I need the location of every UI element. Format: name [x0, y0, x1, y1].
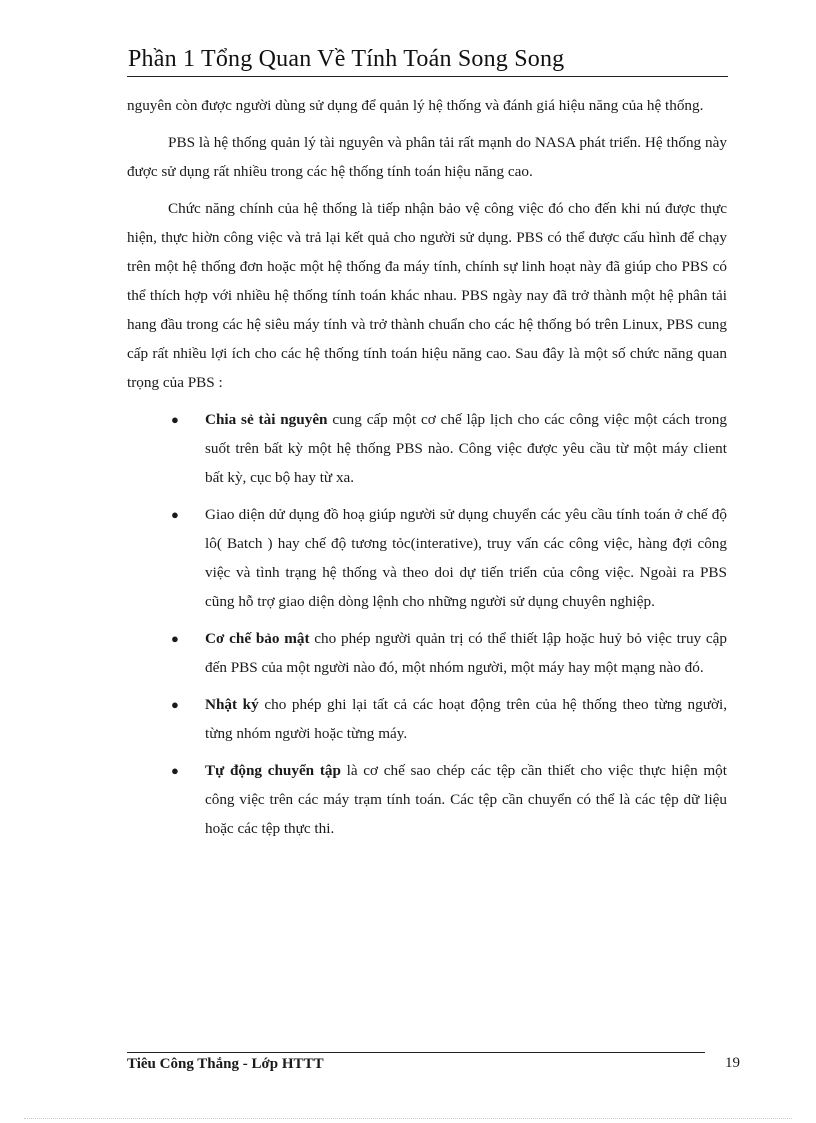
page-header-title: Phần 1 Tổng Quan Về Tính Toán Song Song [128, 46, 565, 72]
paragraph: nguyên còn được người dùng sử dụng để quản lý hệ thống và đánh giá hiệu năng của hệ thống. [127, 97, 704, 114]
bullet-icon: ● [171, 631, 179, 646]
paragraph: PBS là hệ thống quản lý tài nguyên và phân tải rất mạnh do NASA phát triển. Hệ thống này được sử dụng rất nhiều trong các hệ thống tính toán hiệu năng cao. [127, 134, 727, 180]
footer-divider [127, 1052, 705, 1053]
document-body [127, 91, 727, 851]
list-item-term: Chia sẻ tài nguyên [205, 411, 328, 428]
list-item-text: cho phép người quản trị có thể thiết lập hoặc huỷ bỏ việc truy cập đến PBS của một người nào đó, một nhóm người, một máy hay một mạng nào đó. [205, 630, 727, 676]
list-item [127, 624, 727, 682]
list-item-term: Tự động chuyển tập [205, 762, 341, 779]
paragraph: Chức năng chính của hệ thống là tiếp nhận bảo vệ công việc đó cho đến khi nú được thực hiện, thực hiờn công việc và trả lại kết quả cho người sử dụng. PBS có thể được cấu hình để chạy trên một hệ thống đơn hoặc một hệ thống đa máy tính, chính sự linh hoạt này đã giúp cho PBS có thể thích hợp với nhiều hệ thống tính toán khác nhau. PBS ngày nay đã trở thành một hệ phân tải hang đầu trong các hệ siêu máy tính và trở thành chuẩn cho các hệ thống bó trên Linux, PBS cung cấp rất nhiều lợi ích cho các hệ thống tính toán hiệu năng cao. Sau đây là một số chức năng quan trọng của PBS : [127, 200, 727, 391]
list-item [127, 405, 727, 492]
bullet-icon: ● [171, 697, 179, 712]
bullet-icon: ● [171, 507, 179, 522]
list-item [127, 756, 727, 843]
list-item-text: cho phép ghi lại tất cả các hoạt động trên của hệ thống theo từng người, từng nhóm người hoặc từng máy. [205, 696, 727, 742]
list-item-term: Nhật ký [205, 696, 259, 713]
list-item-text: Giao diện dử dụng đồ hoạ giúp người sử dụng chuyển các yêu cầu tính toán ở chế độ lô( Batch ) hay chế độ tương tỏc(interative), truy vấn các công việc, hàng đợi công việc và tình trạng hệ thống và theo doi dự tiến triển của công việc. Ngoài ra PBS cũng hỗ trợ giao diện dòng lệnh cho những người sử dụng chuyên nghiệp. [205, 506, 727, 610]
page-edge-divider [24, 1118, 792, 1119]
page-number: 19 [725, 1055, 740, 1071]
footer-author: Tiêu Công Thắng - Lớp HTTT [127, 1056, 324, 1072]
list-item-term: Cơ chế bảo mật [205, 630, 310, 647]
feature-list [127, 405, 727, 843]
list-item-text: cung cấp một cơ chế lập lịch cho các công việc một cách trong suốt trên bất kỳ một hệ thống PBS nào. Công việc được yêu cầu từ một máy client bất kỳ, cục bộ hay từ xa. [205, 411, 727, 486]
list-item [127, 690, 727, 748]
bullet-icon: ● [171, 412, 179, 427]
list-item-text: là cơ chế sao chép các tệp cần thiết cho việc thực hiện một công việc trên các máy trạm tính toán. Các tệp cần chuyển có thể là các tệp dữ liệu hoặc các tệp thực thi. [205, 762, 727, 837]
list-item [127, 500, 727, 616]
header-divider [127, 76, 728, 77]
bullet-icon: ● [171, 763, 179, 778]
